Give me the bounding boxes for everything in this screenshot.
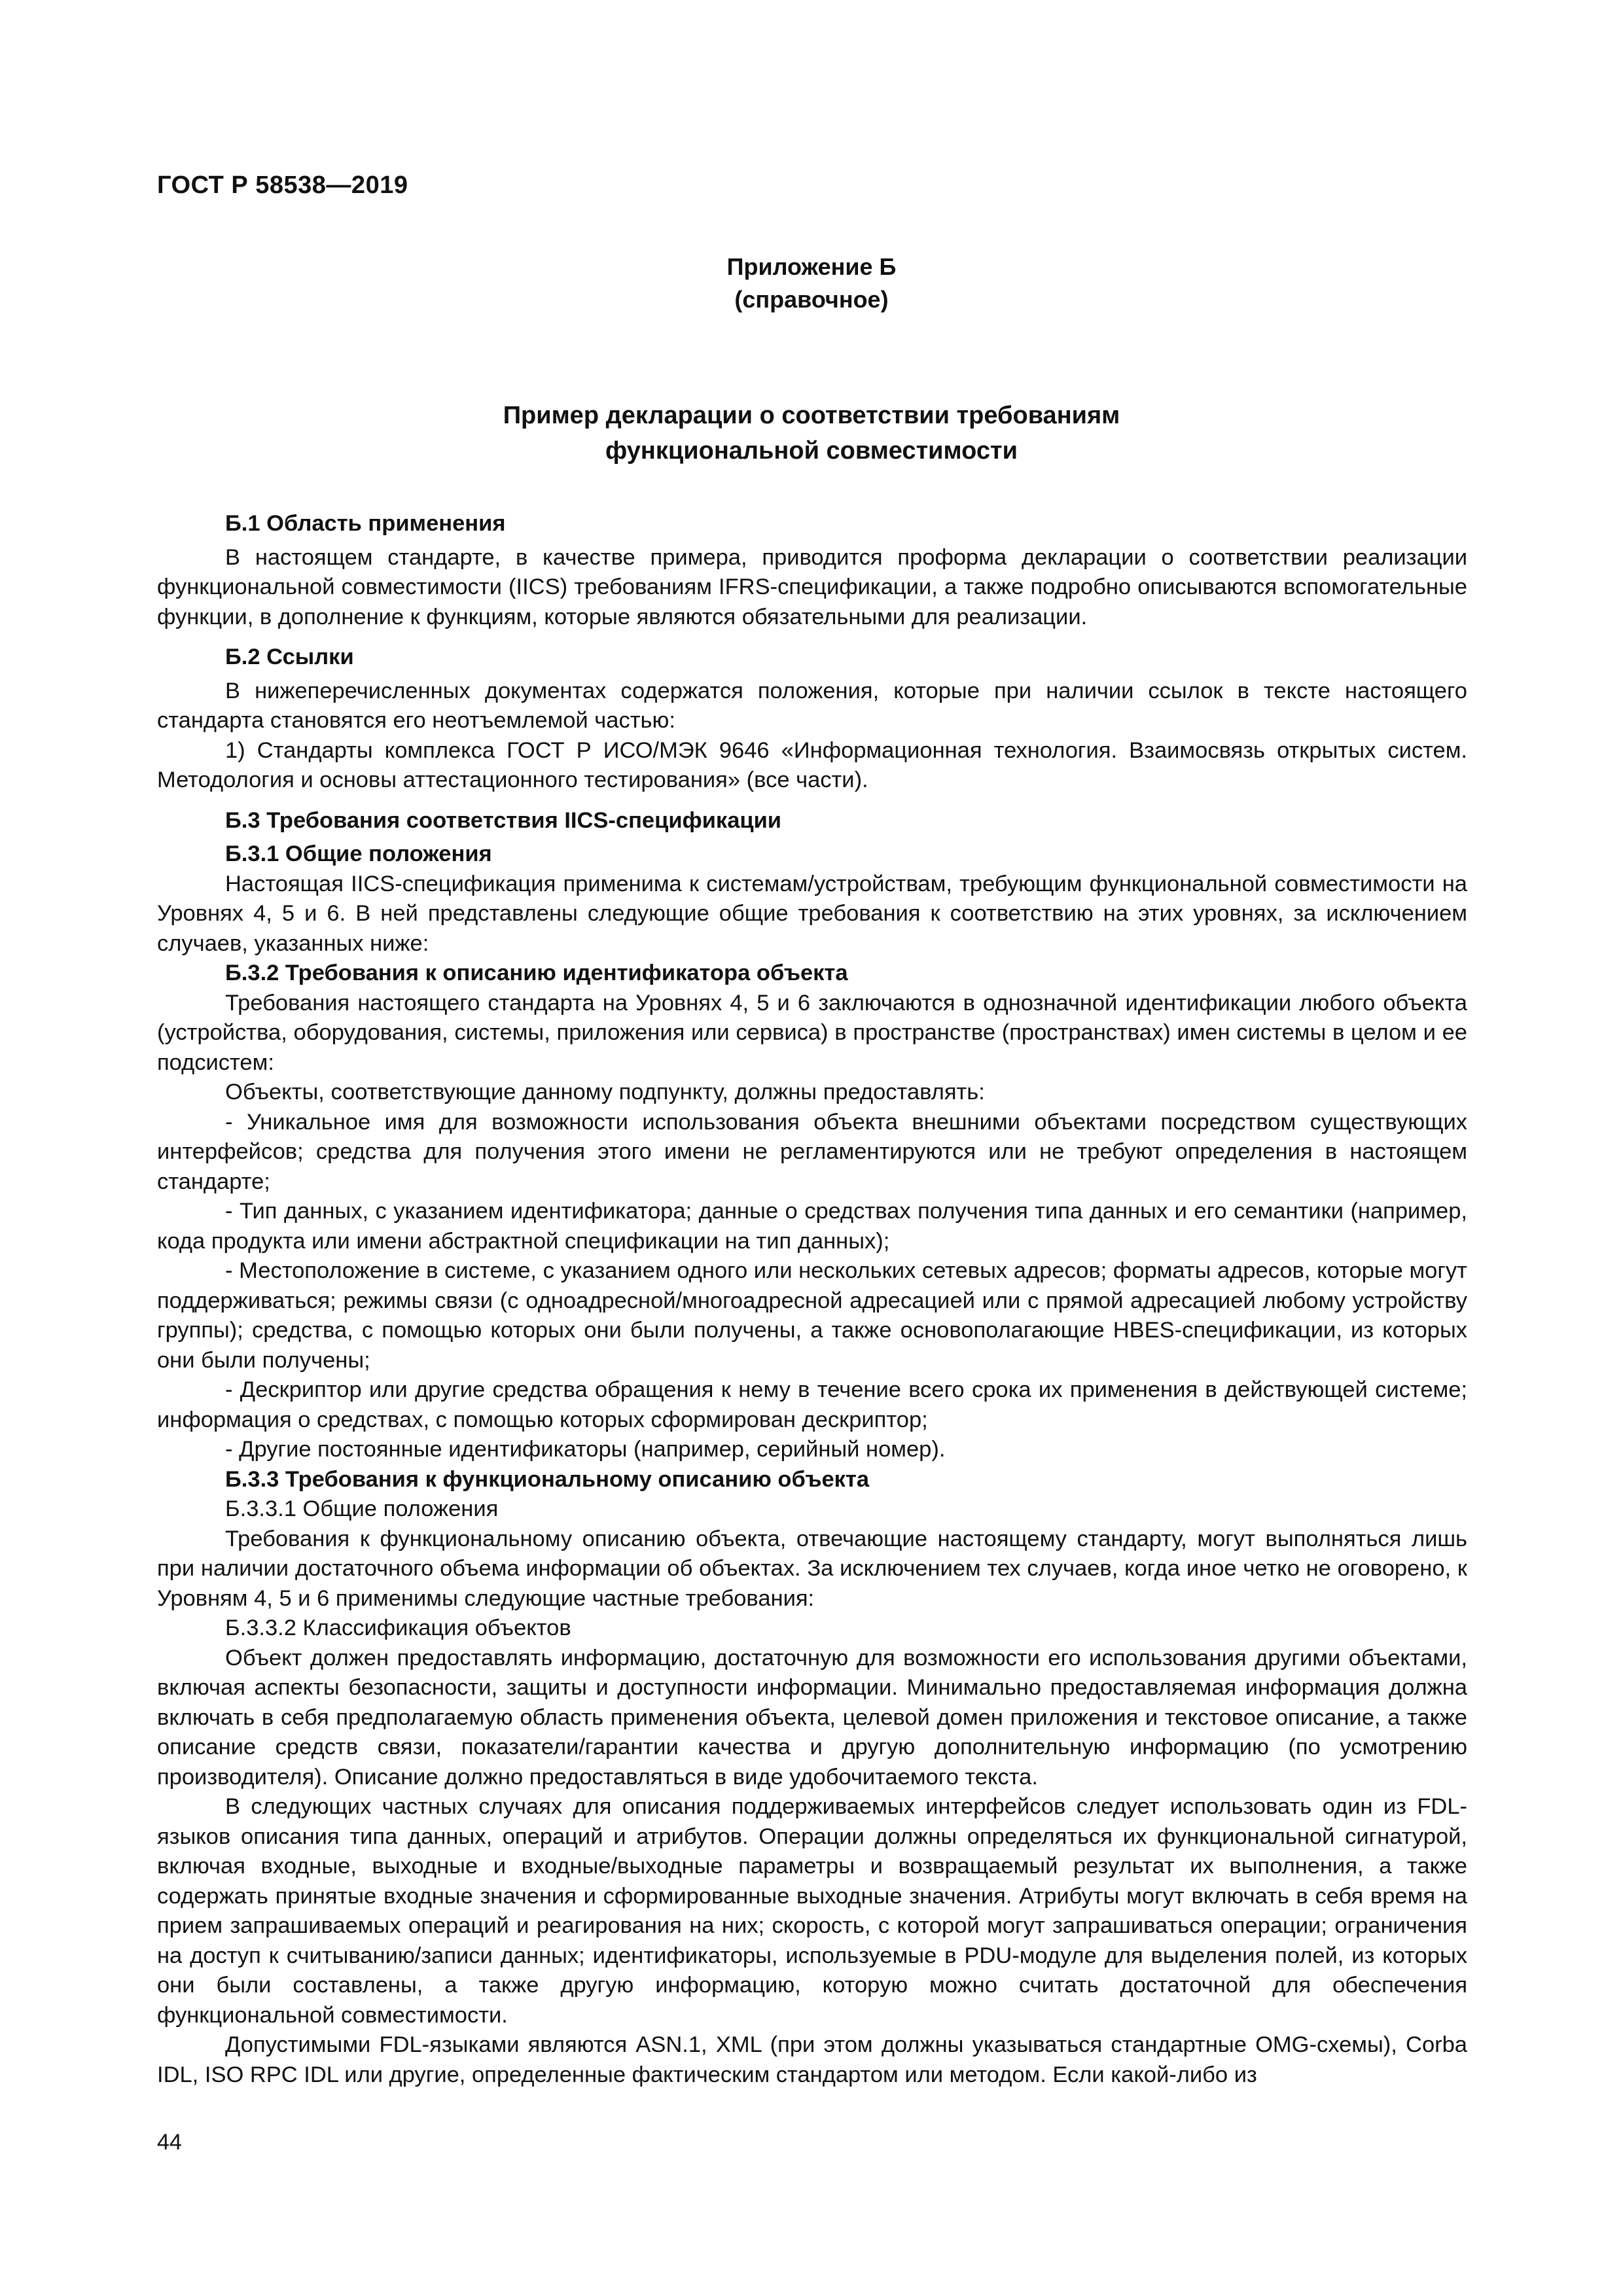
paragraph: Настоящая IICS-спецификация применима к системам/устройствам, требующим функциональной совместимости на Уровнях 4, 5 и 6. В ней представлены следующие общие требования к соответствию на этих уровнях, за исключением случаев, указанных ниже:	[157, 871, 1467, 956]
annex-title-line-2: функциональной совместимости	[605, 437, 1018, 465]
paragraph: Допустимыми FDL-языками являются ASN.1, XML (при этом должны указываться стандартные OMG-схемы), Corba IDL, ISO RPC IDL или другие, определенные фактическим стандартом или методом. Если какой-либо из	[157, 2032, 1467, 2087]
subsection-heading: Б.3.1 Общие положения	[225, 841, 492, 866]
paragraph: Требования настоящего стандарта на Уровнях 4, 5 и 6 заключаются в однозначной идентификации любого объекта (устройства, оборудования, системы, приложения или сервиса) в пространстве (пространствах) имен системы в целом и ее подсистем:	[157, 990, 1467, 1075]
annex-label: Приложение Б	[726, 253, 897, 280]
annex-heading	[0, 251, 1623, 316]
list-item: - Уникальное имя для возможности использования объекта внешними объектами посредством существующих интерфейсов; средства для получения этого имени не регламентируются или не требуют определения в настоящем стандарте;	[157, 1109, 1467, 1194]
subsection-heading: Б.3.2 Требования к описанию идентификатора объекта	[225, 961, 848, 985]
subsubsection-heading: Б.3.3.1 Общие положения	[225, 1496, 499, 1521]
list-item: - Тип данных, с указанием идентификатора; данные о средствах получения типа данных и его семантики (например, кода продукта или имени абстрактной спецификации на тип данных);	[157, 1199, 1467, 1254]
list-item: - Другие постоянные идентификаторы (например, серийный номер).	[225, 1437, 946, 1462]
paragraph: В настоящем стандарте, в качестве примера, приводится проформа декларации о соответствии реализации функциональной совместимости (IICS) требованиям IFRS-спецификации, а также подробно описываются вспомогательные функции, в дополнение к функциям, которые являются обязательными для реализации.	[157, 544, 1467, 629]
document-body	[157, 499, 1467, 2090]
page-number: 44	[157, 2130, 182, 2155]
section-heading: Б.1 Область применения	[225, 511, 506, 536]
paragraph: В нижеперечисленных документах содержатся положения, которые при наличии ссылок в тексте настоящего стандарта становятся его неотъемлемой частью:	[157, 678, 1467, 733]
list-item: - Местоположение в системе, с указанием одного или нескольких сетевых адресов; форматы адресов, которые могут поддерживаться; режимы связи (с одноадресной/многоадресной адресацией или с прямой адресацией любому устройству группы); средства, с помощью которых они были получены, а также основополагающие HBES-спецификации, из которых они были получены;	[157, 1258, 1467, 1373]
paragraph: Объект должен предоставлять информацию, достаточную для возможности его использования другими объектами, включая аспекты безопасности, защиты и доступности информации. Минимально предоставляемая информация должна включать в себя предполагаемую область применения объекта, целевой домен приложения и текстовое описание, а также описание средств связи, показатели/гарантии качества и другую дополнительную информацию (по усмотрению производителя). Описание должно предоставляться в виде удобочитаемого текста.	[157, 1645, 1467, 1790]
paragraph: Требования к функциональному описанию объекта, отвечающие настоящему стандарту, могут выполняться лишь при наличии достаточного объема информации об объектах. За исключением тех случаев, когда иное четко не оговорено, к Уровням 4, 5 и 6 применимы следующие частные требования:	[157, 1526, 1467, 1611]
paragraph: В следующих частных случаях для описания поддерживаемых интерфейсов следует использовать один из FDL-языков описания типа данных, операций и атрибутов. Операции должны определяться их функциональной сигнатурой, включая входные, выходные и входные/выходные параметры и возвращаемый результат их выполнения, а также содержать принятые входные значения и сформированные выходные значения. Атрибуты могут включать в себя время на прием запрашиваемых операций и реагирования на них; скорость, с которой могут запрашиваться операции; ограничения на доступ к считыванию/записи данных; идентификаторы, используемые в PDU-модуле для выделения полей, из которых они были составлены, а также другую информацию, которую можно считать достаточной для обеспечения функциональной совместимости.	[157, 1794, 1467, 2028]
section-heading: Б.2 Ссылки	[225, 645, 354, 669]
subsection-heading: Б.3.3 Требования к функциональному описанию объекта	[225, 1466, 870, 1492]
section-heading: Б.3 Требования соответствия IICS-спецификации	[225, 807, 782, 833]
document-code: ГОСТ Р 58538—2019	[157, 171, 408, 199]
annex-title	[0, 398, 1623, 468]
subsubsection-heading: Б.3.3.2 Классификация объектов	[225, 1616, 571, 1640]
paragraph: Объекты, соответствующие данному подпункту, должны предоставлять:	[225, 1080, 985, 1104]
list-item: - Дескриптор или другие средства обращения к нему в течение всего срока их применения в действующей системе; информация о средствах, с помощью которых сформирован дескриптор;	[157, 1377, 1467, 1432]
annex-type: (справочное)	[734, 286, 889, 313]
annex-title-line-1: Пример декларации о соответствии требованиям	[503, 402, 1120, 429]
paragraph: 1) Стандарты комплекса ГОСТ Р ИСО/МЭК 9646 «Информационная технология. Взаимосвязь открытых систем. Методология и основы аттестационного тестирования» (все части).	[157, 737, 1467, 792]
